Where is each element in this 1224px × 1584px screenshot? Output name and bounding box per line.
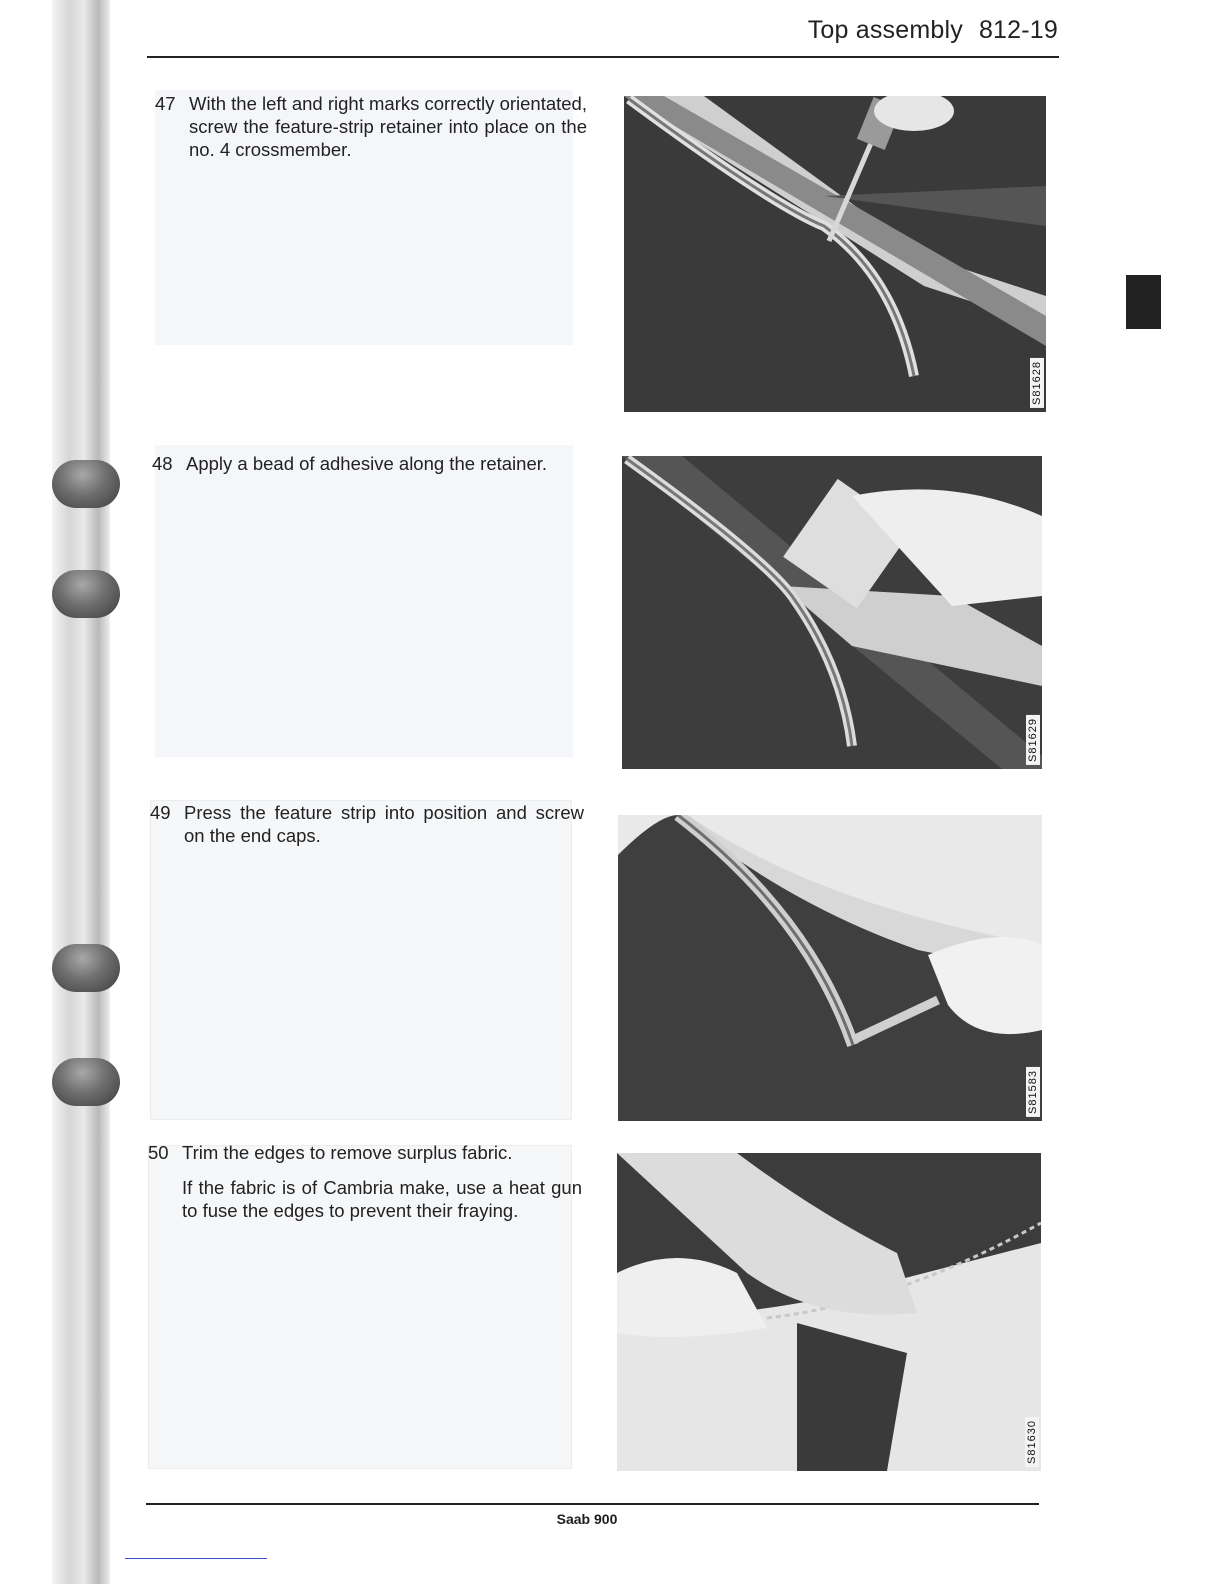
photo-reference: S81628 [1030, 358, 1044, 408]
step-text-block [182, 1141, 582, 1222]
step-50 [148, 1141, 582, 1234]
step-text: Press the feature strip into position and screw on the end caps. [184, 802, 584, 846]
step-48 [152, 452, 584, 475]
binder-ring-icon [52, 460, 120, 508]
footer [0, 1511, 1224, 1527]
header-rule [147, 56, 1059, 58]
binder-edge [52, 0, 110, 1584]
step-number: 47 [155, 93, 176, 114]
step-49-photo [618, 815, 1042, 1121]
adhesive-tube-on-retainer-icon [622, 456, 1042, 769]
step-number: 50 [148, 1142, 169, 1163]
binder-ring-icon [52, 570, 120, 618]
binder-ring-icon [52, 944, 120, 992]
footer-rule [146, 1503, 1039, 1505]
screwdriver-on-retainer-icon [624, 96, 1046, 412]
step-50-photo [617, 1153, 1041, 1471]
photo-reference: S81583 [1026, 1067, 1040, 1117]
show-through-panel [155, 445, 573, 757]
step-47-photo [624, 96, 1046, 412]
step-number: 48 [152, 453, 173, 474]
show-through-panel [150, 800, 572, 1120]
photo-reference: S81629 [1026, 715, 1040, 765]
step-text: Apply a bead of adhesive along the retainer. [186, 453, 548, 474]
fabric-trimming-icon [617, 1153, 1041, 1471]
step-text: With the left and right marks correctly orientated, screw the feature-strip retainer into place on the no. 4 crossmember. [189, 93, 587, 160]
step-number: 49 [150, 802, 171, 823]
step-49 [150, 801, 584, 847]
end-cap-screwing-icon [618, 815, 1042, 1121]
page-header [808, 16, 1058, 45]
step-48-photo [622, 456, 1042, 769]
section-tab-marker [1126, 275, 1161, 329]
section-title: Top assembly [807, 16, 963, 44]
photo-reference: S81630 [1025, 1417, 1039, 1467]
step-text: Trim the edges to remove surplus fabric. [182, 1142, 513, 1163]
underline-mark [125, 1558, 267, 1559]
page-number: 812-19 [978, 16, 1058, 44]
footer-text: Saab 900 [556, 1511, 618, 1527]
step-47 [155, 92, 587, 161]
binder-ring-icon [52, 1058, 120, 1106]
step-note: If the fabric is of Cambria make, use a heat gun to fuse the edges to prevent their fraying. [182, 1177, 582, 1221]
